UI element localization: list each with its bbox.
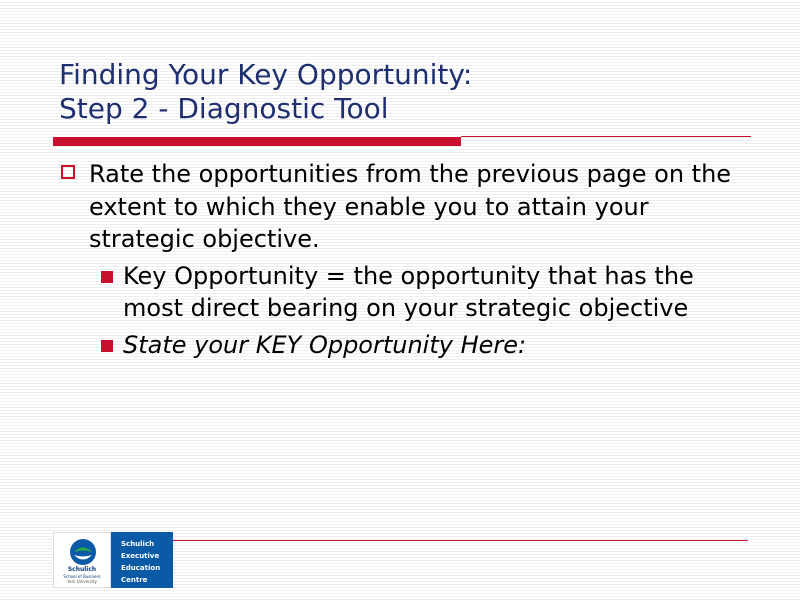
filled-square-bullet-icon [101,271,113,283]
footer-rule [173,540,748,541]
title-underline-thick [53,137,461,146]
filled-square-bullet-icon [101,340,113,352]
logo-emblem [53,532,111,588]
logo-line: Centre [121,576,148,584]
bullet-item [60,158,760,256]
hollow-square-bullet-icon [61,165,75,179]
logo-line: Education [121,564,161,572]
logo-line: Executive [121,552,160,560]
title-underline-thin [461,136,751,137]
logo-text-block [111,532,173,588]
logo-name: Schulich [67,566,97,573]
logo-university: York University [67,579,97,584]
bullet-text: Rate the opportunities from the previous page on the extent to which they enable you to attain your strategic objective. [89,160,732,253]
slide-title [59,58,759,126]
sub-bullet-text: Key Opportunity = the opportunity that has the most direct bearing on your strategic objective [123,261,694,322]
logo-school: School of Business [63,574,101,579]
slide-content [60,158,760,365]
schulich-emblem-icon [68,537,98,567]
sub-bullet-item [100,260,760,325]
schulich-logo [53,532,173,588]
sub-bullet-text: State your KEY Opportunity Here: [123,330,527,359]
logo-line: Schulich [121,540,155,548]
sub-bullet-item [100,329,760,362]
slide-title-line-1: Finding Your Key Opportunity: [59,58,473,91]
slide-title-line-2: Step 2 - Diagnostic Tool [59,92,389,125]
